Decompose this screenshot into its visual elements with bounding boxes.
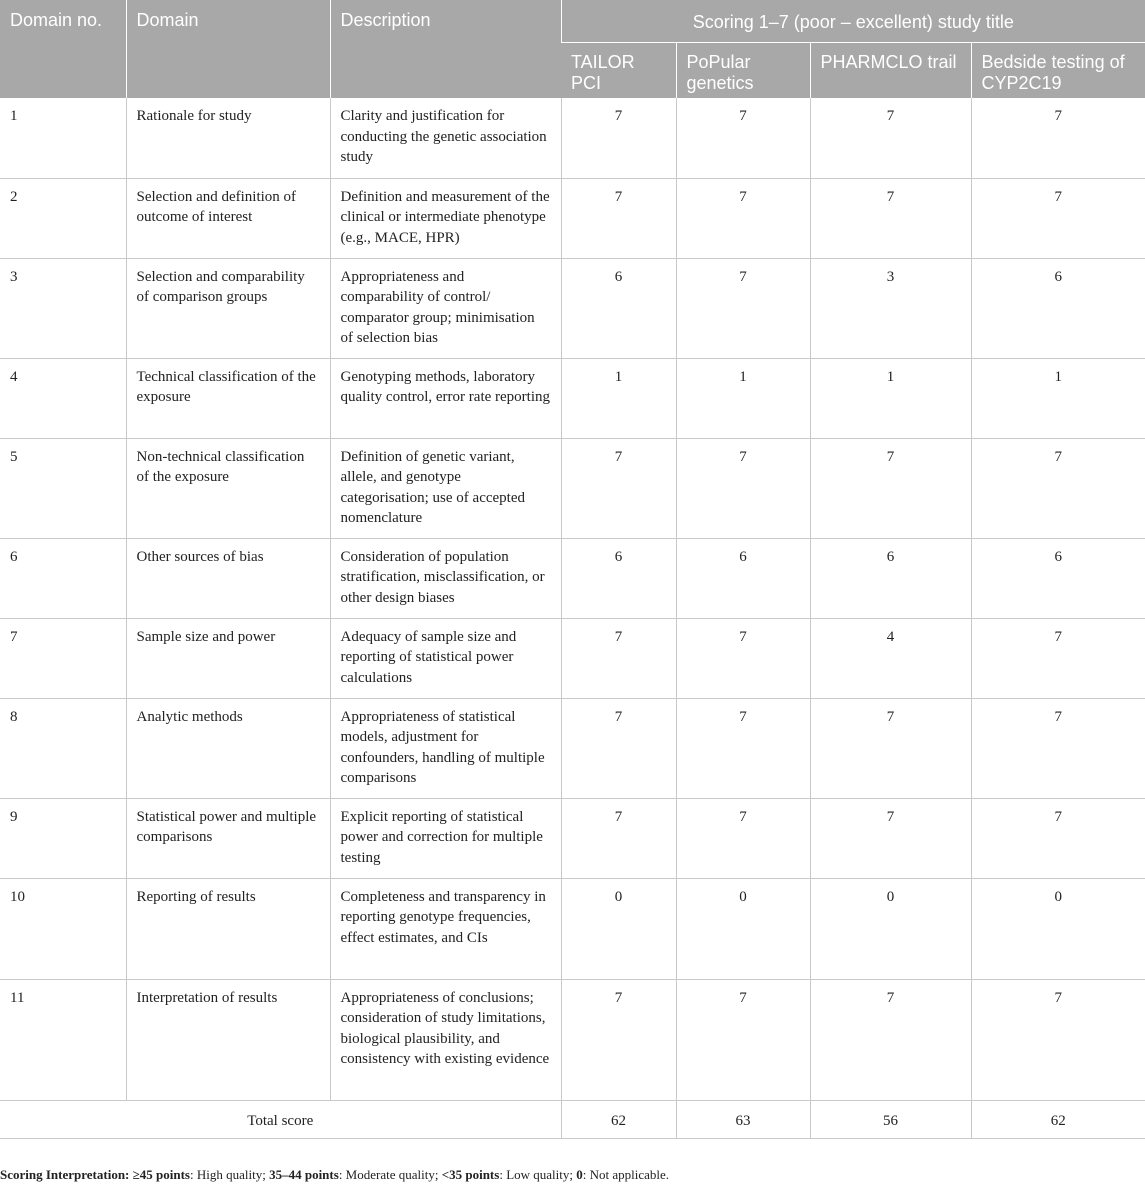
footnote-high-text: : High quality; xyxy=(190,1167,270,1182)
score-cell: 7 xyxy=(810,698,971,798)
domain-no-cell: 2 xyxy=(0,178,126,258)
description-cell: Consideration of population stratification, misclassification, or other design biases xyxy=(330,538,561,618)
score-cell: 0 xyxy=(971,878,1145,979)
score-cell: 6 xyxy=(810,538,971,618)
domain-cell: Analytic methods xyxy=(126,698,330,798)
footnote-mod-text: : Moderate quality; xyxy=(338,1167,442,1182)
score-cell: 6 xyxy=(971,538,1145,618)
domain-no-cell: 4 xyxy=(0,358,126,438)
header-study-bedside: Bedside testing of CYP2C19 xyxy=(971,43,1145,99)
description-cell: Genotyping methods, laboratory quality control, error rate reporting xyxy=(330,358,561,438)
score-cell: 7 xyxy=(810,979,971,1100)
score-cell: 7 xyxy=(561,798,676,878)
domain-cell: Rationale for study xyxy=(126,98,330,178)
description-cell: Definition of genetic variant, allele, and genotype categorisation; use of accepted nomenclature xyxy=(330,438,561,538)
domain-cell: Interpretation of results xyxy=(126,979,330,1100)
score-cell: 3 xyxy=(810,258,971,358)
description-cell: Clarity and justification for conducting the genetic association study xyxy=(330,98,561,178)
footnote-low-text: : Low quality; xyxy=(499,1167,577,1182)
score-cell: 7 xyxy=(971,798,1145,878)
score-cell: 7 xyxy=(676,438,810,538)
score-cell: 0 xyxy=(561,878,676,979)
total-row xyxy=(0,1100,1145,1138)
score-cell: 7 xyxy=(561,98,676,178)
footnote-na-text: : Not applicable. xyxy=(582,1167,670,1182)
score-cell: 7 xyxy=(676,798,810,878)
total-score-cell: 56 xyxy=(810,1100,971,1138)
score-cell: 7 xyxy=(676,178,810,258)
table-row xyxy=(0,538,1145,618)
score-cell: 0 xyxy=(676,878,810,979)
header-domain-no: Domain no. xyxy=(0,0,126,98)
score-cell: 7 xyxy=(810,798,971,878)
score-cell: 1 xyxy=(810,358,971,438)
table-row xyxy=(0,618,1145,698)
description-cell: Appropriateness of conclusions; consideration of study limitations, biological plausibility, and consistency with existing evidence xyxy=(330,979,561,1100)
domain-cell: Selection and definition of outcome of interest xyxy=(126,178,330,258)
footnote-low-key: <35 points xyxy=(441,1167,500,1182)
table-row xyxy=(0,178,1145,258)
domain-no-cell: 11 xyxy=(0,979,126,1100)
description-cell: Definition and measurement of the clinical or intermediate phenotype (e.g., MACE, HPR) xyxy=(330,178,561,258)
description-cell: Explicit reporting of statistical power and correction for multiple testing xyxy=(330,798,561,878)
total-score-label: Total score xyxy=(0,1100,561,1138)
score-cell: 7 xyxy=(810,98,971,178)
score-cell: 4 xyxy=(810,618,971,698)
score-cell: 7 xyxy=(810,178,971,258)
score-cell: 7 xyxy=(676,618,810,698)
score-cell: 7 xyxy=(561,618,676,698)
score-cell: 7 xyxy=(676,258,810,358)
domain-cell: Technical classification of the exposure xyxy=(126,358,330,438)
domain-no-cell: 6 xyxy=(0,538,126,618)
domain-no-cell: 9 xyxy=(0,798,126,878)
description-cell: Appropriateness of statistical models, adjustment for confounders, handling of multiple comparisons xyxy=(330,698,561,798)
table-row xyxy=(0,98,1145,178)
score-cell: 7 xyxy=(676,698,810,798)
score-cell: 7 xyxy=(971,979,1145,1100)
score-cell: 7 xyxy=(971,178,1145,258)
footnote-mod-key: 35–44 points xyxy=(269,1167,339,1182)
header-study-popular: PoPular genetics xyxy=(676,43,810,99)
table-row xyxy=(0,979,1145,1100)
domain-cell: Reporting of results xyxy=(126,878,330,979)
score-cell: 7 xyxy=(971,438,1145,538)
footnote-na-key: 0 xyxy=(576,1167,583,1182)
domain-no-cell: 5 xyxy=(0,438,126,538)
header-scoring-group: Scoring 1–7 (poor – excellent) study title xyxy=(561,0,1145,43)
header-domain: Domain xyxy=(126,0,330,98)
scoring-footnote xyxy=(0,1167,669,1183)
score-cell: 7 xyxy=(561,698,676,798)
domain-no-cell: 7 xyxy=(0,618,126,698)
header-description: Description xyxy=(330,0,561,98)
score-cell: 7 xyxy=(676,979,810,1100)
score-cell: 6 xyxy=(971,258,1145,358)
domain-cell: Statistical power and multiple comparisons xyxy=(126,798,330,878)
score-cell: 1 xyxy=(676,358,810,438)
table-row xyxy=(0,698,1145,798)
score-cell: 7 xyxy=(971,698,1145,798)
table-row xyxy=(0,438,1145,538)
score-cell: 6 xyxy=(561,258,676,358)
domain-cell: Other sources of bias xyxy=(126,538,330,618)
domain-no-cell: 1 xyxy=(0,98,126,178)
score-cell: 7 xyxy=(561,438,676,538)
footnote-lead: Scoring Interpretation: xyxy=(0,1167,130,1182)
score-cell: 7 xyxy=(561,979,676,1100)
domain-no-cell: 8 xyxy=(0,698,126,798)
header-row xyxy=(0,0,1145,43)
score-cell: 6 xyxy=(676,538,810,618)
footnote-high-key: ≥45 points xyxy=(132,1167,190,1182)
score-cell: 1 xyxy=(561,358,676,438)
score-cell: 7 xyxy=(810,438,971,538)
description-cell: Completeness and transparency in reporting genotype frequencies, effect estimates, and CIs xyxy=(330,878,561,979)
domain-no-cell: 3 xyxy=(0,258,126,358)
table-row xyxy=(0,878,1145,979)
table-row xyxy=(0,358,1145,438)
domain-cell: Sample size and power xyxy=(126,618,330,698)
score-cell: 0 xyxy=(810,878,971,979)
total-score-cell: 62 xyxy=(561,1100,676,1138)
description-cell: Appropriateness and comparability of control/ comparator group; minimisation of selection bias xyxy=(330,258,561,358)
total-score-cell: 63 xyxy=(676,1100,810,1138)
description-cell: Adequacy of sample size and reporting of statistical power calculations xyxy=(330,618,561,698)
table-row xyxy=(0,798,1145,878)
header-study-pharmclo: PHARMCLO trail xyxy=(810,43,971,99)
domain-cell: Selection and comparability of comparison groups xyxy=(126,258,330,358)
score-cell: 7 xyxy=(971,98,1145,178)
score-cell: 7 xyxy=(971,618,1145,698)
score-cell: 7 xyxy=(676,98,810,178)
total-score-cell: 62 xyxy=(971,1100,1145,1138)
header-study-tailor: TAILOR PCI xyxy=(561,43,676,99)
domain-no-cell: 10 xyxy=(0,878,126,979)
score-cell: 6 xyxy=(561,538,676,618)
score-cell: 7 xyxy=(561,178,676,258)
score-cell: 1 xyxy=(971,358,1145,438)
table-row xyxy=(0,258,1145,358)
domain-cell: Non-technical classification of the exposure xyxy=(126,438,330,538)
